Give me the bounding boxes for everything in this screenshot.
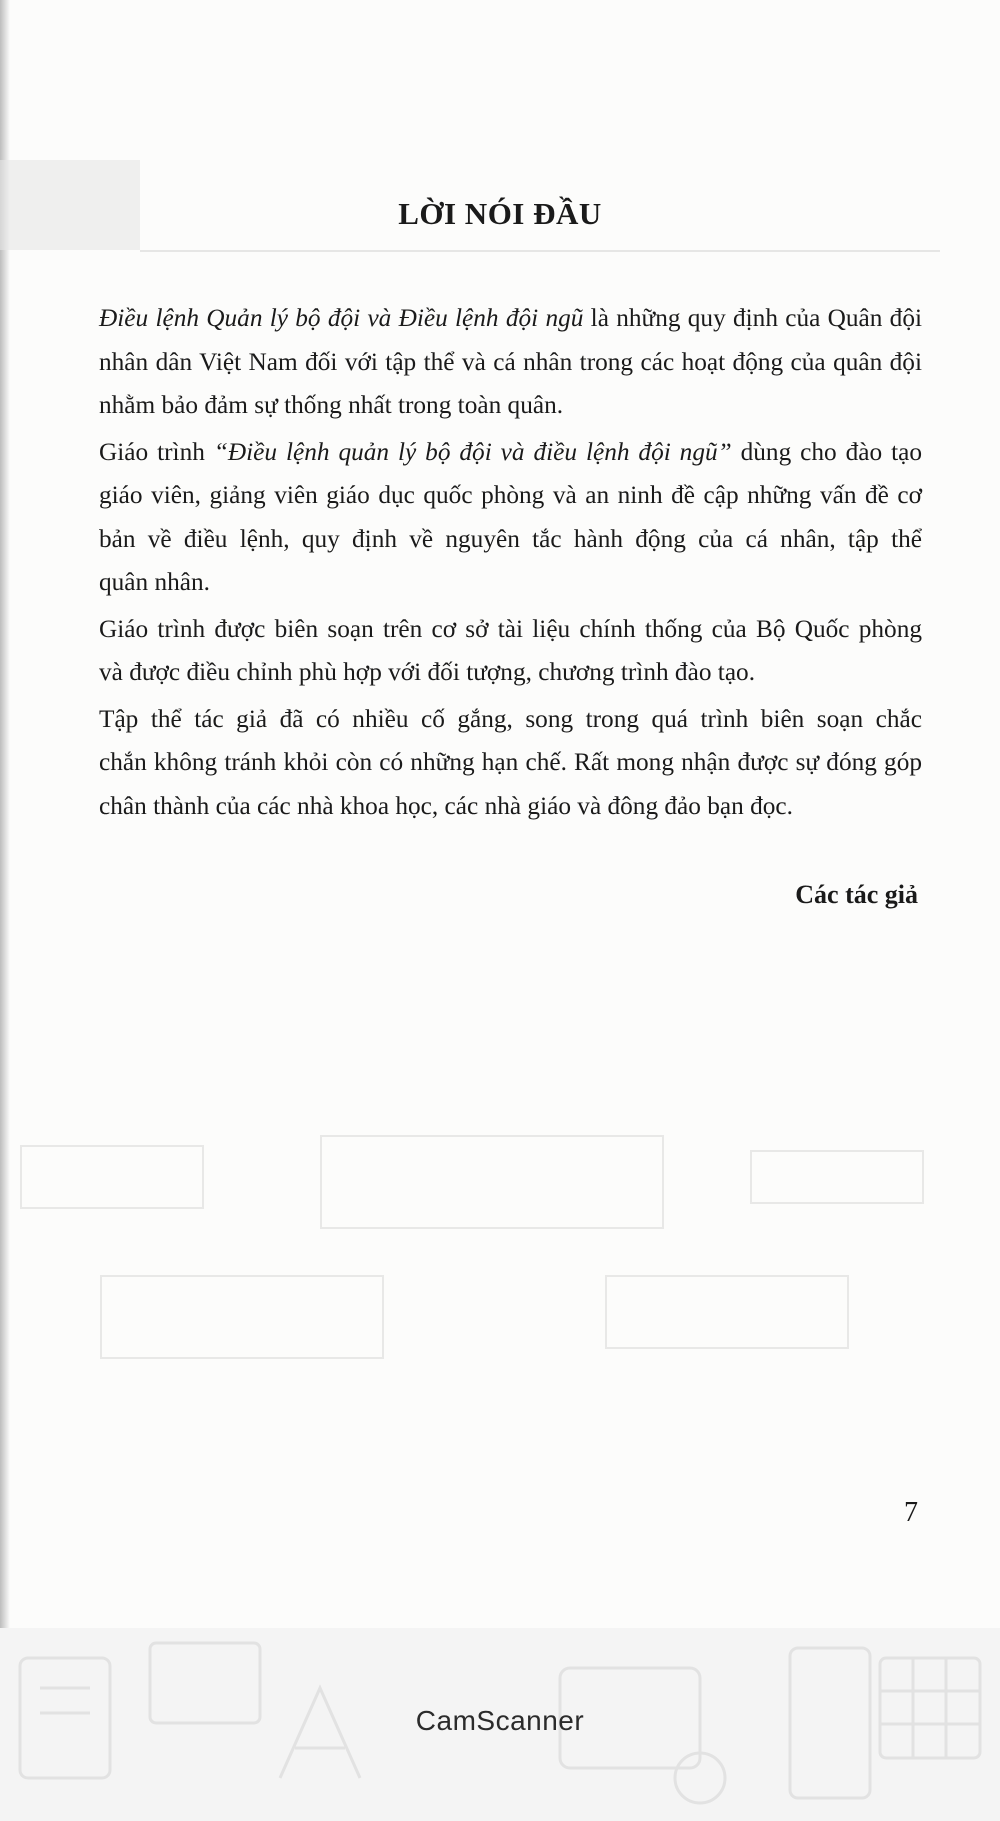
bleed-through-box: [605, 1275, 849, 1349]
text-line: chân thành của các nhà khoa học, các nhà giáo và đông đảo bạn đọc.: [99, 791, 793, 820]
text-line: giáo viên, giảng viên giáo dục quốc phòng và an ninh đề cập những vấn đề cơ: [99, 481, 922, 509]
paragraph-1: [51, 297, 922, 428]
italic-title: “Điều lệnh quản lý bộ đội và điều lệnh đội ngũ”: [213, 437, 732, 466]
text-line: quân nhân.: [99, 568, 210, 596]
italic-title: Điều lệnh Quản lý bộ đội và Điều lệnh đội ngũ: [99, 304, 584, 332]
bleed-through-box: [100, 1275, 384, 1359]
text-fragment: Giáo trình: [99, 437, 214, 466]
paragraph-4: [51, 698, 922, 829]
text-fragment: dùng cho đào tạo: [731, 437, 922, 466]
paragraph-3: [51, 608, 922, 695]
text-line: [51, 297, 922, 341]
text-line: Tập thể tác giả đã có nhiều cố gắng, song trong quá trình biên soạn chắc: [99, 704, 922, 733]
bleed-through-box: [750, 1150, 924, 1204]
page-number: 7: [904, 1497, 918, 1528]
text-line: nhân dân Việt Nam đối với tập thể và cá nhân trong các hoạt động của quân đội: [99, 347, 922, 376]
text-line: [51, 431, 922, 475]
text-fragment: là những quy định của Quân đội: [583, 304, 922, 332]
bleed-through-box: [320, 1135, 664, 1229]
paragraph-2: [51, 431, 922, 605]
author-signature: Các tác giả: [795, 880, 918, 909]
page-title: LỜI NÓI ĐẦU: [398, 196, 602, 231]
text-line: và được điều chỉnh phù hợp với đối tượng, chương trình đào tạo.: [99, 658, 756, 686]
text-line: chắn không tránh khỏi còn có những hạn chế. Rất mong nhận được sự đóng góp: [99, 748, 922, 776]
text-line: nhằm bảo đảm sự thống nhất trong toàn quân.: [99, 391, 564, 419]
body-text: [51, 297, 922, 831]
bleed-through-rule: [140, 250, 940, 252]
camscanner-brand: CamScanner: [415, 1705, 585, 1736]
bleed-through-box: [20, 1145, 204, 1209]
text-line: Giáo trình được biên soạn trên cơ sở tài liệu chính thống của Bộ Quốc phòng: [99, 614, 922, 643]
text-line: bản về điều lệnh, quy định về nguyên tắc hành động của cá nhân, tập thể: [99, 524, 922, 553]
